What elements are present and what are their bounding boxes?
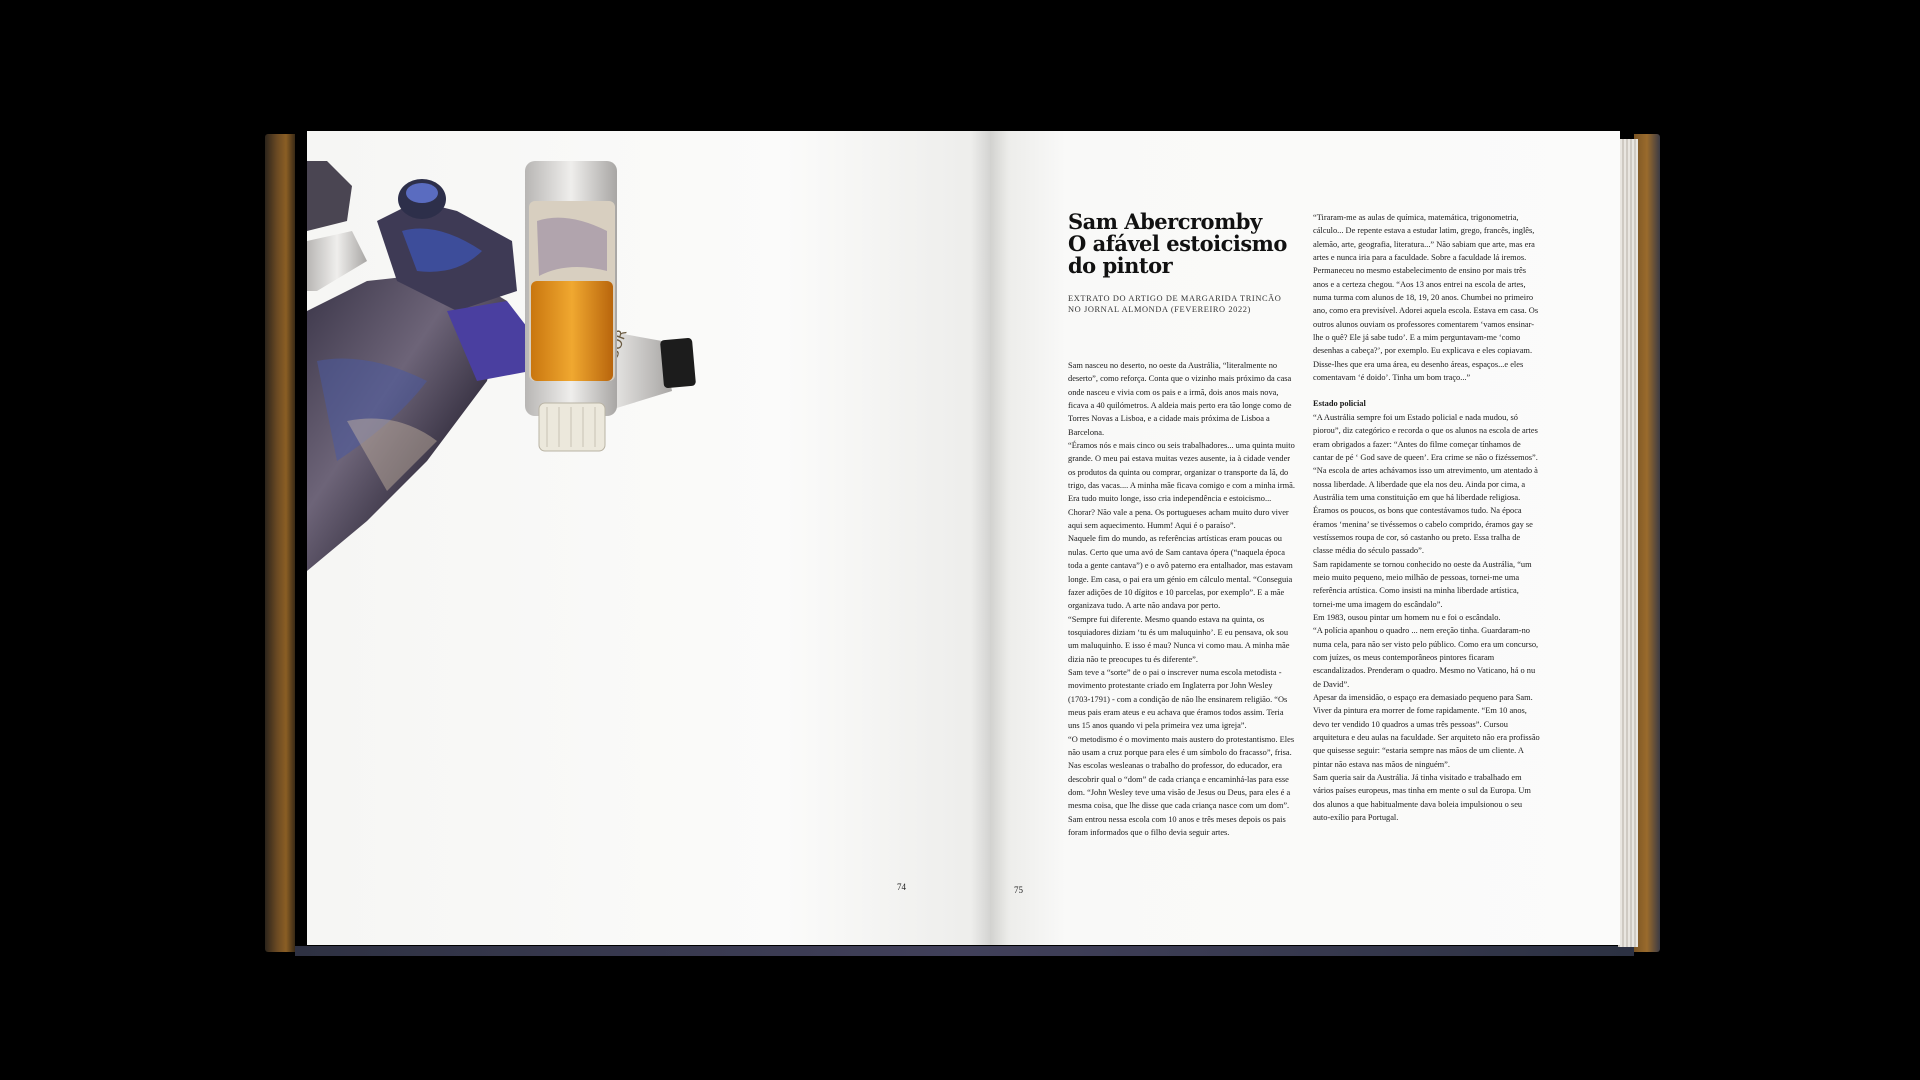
article-subtitle bbox=[1068, 293, 1288, 315]
paragraph: Sam teve a “sorte” de o pai o inscrever numa escola metodista - movimento protestante criado em Inglaterra por John Wesley (1703-1791) - com a condição de não lhe ensinarem religião. “Os meus pais eram ateus e eu achava que éramos todos assim. Teria uns 15 anos quando vi pela primeira vez uma igreja”. bbox=[1068, 667, 1288, 731]
article-title-line: Sam Abercromby bbox=[1068, 209, 1262, 234]
paragraph: “Éramos nós e mais cinco ou seis trabalhadores... uma quinta muito grande. O meu pai estava muitas vezes ausente, ia à cidade vender os produtos da quinta ou comprar, organizar o transporte da lã, do trigo, das vacas.... A minha mãe ficava comigo e com a minha irmã. Era tudo muito longe, isso cria independência e estoicismo... Chorar? Não vale a pena. Os portugueses acham muito duro viver aqui sem aquecimento. Humm! Aqui é o paraíso”. bbox=[1068, 441, 1295, 531]
article-title bbox=[1068, 211, 1308, 277]
paragraph: Apesar da imensidão, o espaço era demasiado pequeno para Sam. Viver da pintura era morrer de fome rapidamente. “Em 10 anos, devo ter vendido 10 quadros a umas três pessoas”. Cursou arquitetura e deu aulas na faculdade. Ser arquiteto não era profissão que quisesse seguir: “estaria sempre nas mãos de um cliente. A pintar não estava nas mãos de ninguém”. bbox=[1313, 693, 1540, 769]
book-cover-bottom-edge bbox=[295, 946, 1634, 956]
paragraph: “Tiraram-me as aulas de química, matemática, trigonometria, cálculo... De repente estava a estudar latim, grego, francês, inglês, alemão, arte, geografia, literatura...” Não sabiam que arte, mas era artes e nunca iria para a faculdade. Sobre a faculdade lá iremos. bbox=[1313, 213, 1535, 263]
paragraph: Naquele fim do mundo, as referências artísticas eram poucas ou nulas. Certo que uma avó de Sam cantava ópera (“naquela época toda a gente cantava”) e o avô paterno era entalhador, mas estavam longe. Em casa, o pai era um génio em cálculo mental. “Conseguia fazer adições de 10 dígitos e 10 parcelas, por exemplo”. E a mãe organizava tudo. A arte não andava por perto. bbox=[1068, 534, 1293, 611]
book-gutter bbox=[971, 131, 1009, 945]
book-cover-left-edge bbox=[265, 134, 295, 952]
paragraph: Sam queria sair da Austrália. Já tinha visitado e trabalhado em vários países europeus, mas tinha em mente o sul da Europa. Um dos alunos a que habitualmente dava boleia impulsionou o seu auto-exílio para Portugal. bbox=[1313, 773, 1531, 823]
paragraph: “Na escola de artes achávamos isso um atrevimento, um atentado à nossa liberdade. A liberdade que ela nos deu. Ainda por cima, a Austrália tem uma constituição em que há liberdade religiosa. Éramos os poucos, os bons que contestávamos tudo. Na época éramos ‘menina’ se tivéssemos o cabelo comprido, éramos gay se vestíssemos roupa de cor, só castanho ou preto. Essa tralha de classe média do século passado”. bbox=[1313, 466, 1538, 556]
article-title-line: O afável estoicismo bbox=[1068, 231, 1287, 256]
paragraph: “A polícia apanhou o quadro ... nem ereção tinha. Guardaram-no numa cela, para não ser visto pelo público. Como era um concurso, com juízes, os meus contemporâneos pintores ficaram escandalizados. Prenderam o quadro. Mesmo no Vaticano, há o nu de David”. bbox=[1313, 626, 1539, 689]
paint-tubes-photo bbox=[307, 161, 807, 591]
article-title-line: do pintor bbox=[1068, 253, 1173, 278]
paragraph: Sam entrou nessa escola com 10 anos e três meses depois os pais foram informados que o filho devia seguir artes. bbox=[1068, 814, 1286, 838]
section-heading: Estado policial bbox=[1313, 399, 1366, 409]
page-stack-edge bbox=[1618, 139, 1638, 947]
article-column-2 bbox=[1313, 211, 1541, 824]
paragraph: “O metodismo é o movimento mais austero do protestantismo. Eles não usam a cruz porque para eles é um símbolo do fracasso”, frisa. Nas escolas wesleanas o trabalho do professor, do educador, era descobrir qual o “dom” de cada criança e encaminhá-las para esse dom. “John Wesley teve uma visão de Jesus ou Deus, para eles é a mesma coisa, que lhe disse que cada criança nasce com um dom”. bbox=[1068, 734, 1295, 811]
paragraph: Permaneceu no mesmo estabelecimento de ensino por mais três anos e a certeza chegou. “Aos 13 anos entrei na escola de artes, numa turma com alunos de 18, 19, 20 anos. Chumbei no primeiro ano, como era previsível. Adorei aquela escola. Estava em casa. Os outros alunos ouviam os professores comentarem ‘vamos ensinar-lhe o quê? Ele já sabe tudo’. E a mim perguntavam-me ‘como desenhas a cabeça?’, por exemplo. Eu explicava e eles copiavam. Disse-lhes que era uma área, eu desenho áreas, espaços...e eles comentavam ‘é doido’. Tinha um bom traço...” bbox=[1313, 266, 1539, 383]
article-subtitle-line: EXTRATO DO ARTIGO DE MARGARIDA TRINCÃO bbox=[1068, 294, 1282, 303]
article-column-1 bbox=[1068, 359, 1296, 839]
left-page-number: 74 bbox=[897, 882, 906, 892]
article-subtitle-line: NO JORNAL ALMONDA (FEVEREIRO 2022) bbox=[1068, 305, 1251, 314]
paragraph: Em 1983, ousou pintar um homem nu e foi o escândalo. bbox=[1313, 612, 1501, 622]
open-book bbox=[265, 131, 1660, 956]
right-page-number: 75 bbox=[1014, 885, 1023, 895]
paragraph: Sam nasceu no deserto, no oeste da Austrália, “literalmente no deserto”, como reforça. Conta que o vizinho mais próximo da casa onde nasceu e vivia com os pais e a irmã, dois anos mais nova, ficava a 40 quilómetros. A aldeia mais perto era tão longe como de Torres Novas a Lisboa, e a cidade mais próxima de Lisboa a Barcelona. bbox=[1068, 361, 1292, 437]
paragraph: “Sempre fui diferente. Mesmo quando estava na quinta, os tosquiadores diziam ‘tu és um maluquinho’. E eu pensava, ok sou um maluquinho. E isso é mau? Nunca vi como mau. A minha mãe dizia não te preocupes tu és diferente”. bbox=[1068, 614, 1290, 664]
paragraph: “A Austrália sempre foi um Estado policial e nada mudou, só piorou”, diz categórico e recorda o que os alunos na escola de artes eram obrigados a fazer: “Antes do filme começar tínhamos de cantar de pé ‘ God save de queen’. Era crime se não o fizéssemos”. bbox=[1313, 412, 1538, 462]
paragraph: Sam rapidamente se tornou conhecido no oeste da Austrália, “um meio muito pequeno, meio milhão de pessoas, tornei-me uma referência artística. Como insisti na minha liberdade artística, tornei-me uma imagem do escândalo”. bbox=[1313, 559, 1532, 609]
